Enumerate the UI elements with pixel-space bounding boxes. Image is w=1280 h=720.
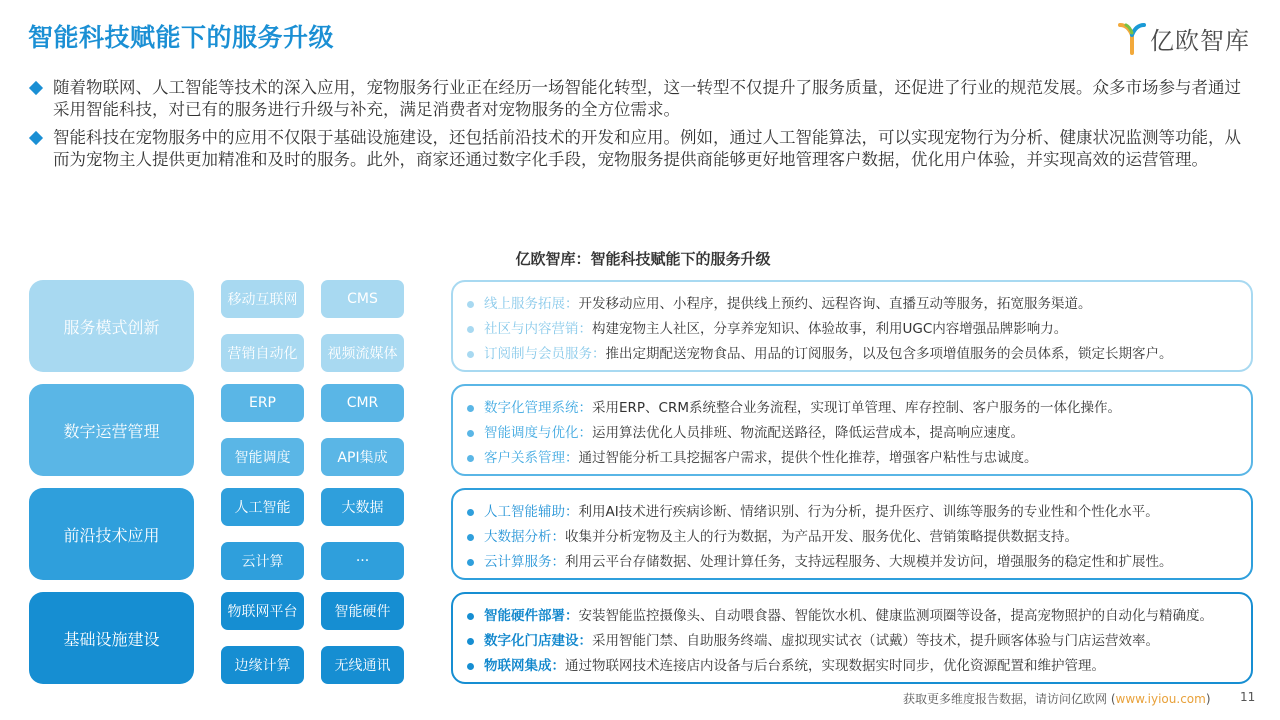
detail-box-frontier-tech (451, 488, 1253, 580)
bullet-dot-icon (467, 559, 474, 566)
bullet-dot-icon (467, 663, 474, 670)
row-label-service-mode: 服务模式创新 (29, 280, 194, 372)
tag-ai: 人工智能 (221, 488, 304, 526)
bullet-dot-icon (467, 301, 474, 308)
detail-line: 人工智能辅助：利用AI技术进行疾病诊断、情绪识别、行为分析，提升医疗、训练等服务的专业性和个性化水平。 (467, 500, 1251, 525)
tag-edge-computing: 边缘计算 (221, 646, 304, 684)
row-label-infrastructure: 基础设施建设 (29, 592, 194, 684)
bullet-item (28, 77, 1254, 121)
detail-line: 订阅制与会员服务：推出定期配送宠物食品、用品的订阅服务，以及包含多项增值服务的会员体系，锁定长期客户。 (467, 342, 1251, 367)
bullet-dot-icon (467, 405, 474, 412)
bullet-text: 智能科技在宠物服务中的应用不仅限于基础设施建设，还包括前沿技术的开发和应用。例如，通过人工智能算法，可以实现宠物行为分析、健康状况监测等功能，从而为宠物主人提供更加精准和及时的服务。此外，商家还通过数字化手段，宠物服务提供商能够更好地管理客户数据，优化用户体验，并实现高效的运营管理。 (53, 128, 1241, 169)
tag-more: ··· (321, 542, 404, 580)
yiou-logo-icon (1118, 21, 1146, 55)
detail-line: 客户关系管理：通过智能分析工具挖掘客户需求，提供个性化推荐，增强客户粘性与忠诚度。 (467, 446, 1251, 471)
tag-smart-hardware: 智能硬件 (321, 592, 404, 630)
detail-line: 智能硬件部署：安装智能监控摄像头、自动喂食器、智能饮水机、健康监测项圈等设备，提高宠物照护的自动化与精确度。 (467, 604, 1251, 629)
detail-line: 社区与内容营销：构建宠物主人社区，分享养宠知识、体验故事，利用UGC内容增强品牌影响力。 (467, 317, 1251, 342)
bullet-dot-icon (467, 455, 474, 462)
detail-box-infrastructure (451, 592, 1253, 684)
row-label-frontier-tech: 前沿技术应用 (29, 488, 194, 580)
tag-wireless-comm: 无线通讯 (321, 646, 404, 684)
diamond-bullet-icon (29, 131, 43, 145)
detail-line: 数字化管理系统：采用ERP、CRM系统整合业务流程，实现订单管理、库存控制、客户服务的一体化操作。 (467, 396, 1251, 421)
detail-line: 大数据分析：收集并分析宠物及主人的行为数据，为产品开发、服务优化、营销策略提供数据支持。 (467, 525, 1251, 550)
row-label-digital-ops: 数字运营管理 (29, 384, 194, 476)
bullet-dot-icon (467, 430, 474, 437)
detail-box-service-mode (451, 280, 1253, 372)
detail-box-digital-ops (451, 384, 1253, 476)
company-logo (1118, 20, 1250, 56)
tag-cloud-computing: 云计算 (221, 542, 304, 580)
bullet-item (28, 127, 1254, 171)
bullet-dot-icon (467, 613, 474, 620)
tag-smart-scheduling: 智能调度 (221, 438, 304, 476)
detail-line: 智能调度与优化：运用算法优化人员排班、物流配送路径，降低运营成本，提高响应速度。 (467, 421, 1251, 446)
detail-line: 数字化门店建设：采用智能门禁、自助服务终端、虚拟现实试衣（试戴）等技术，提升顾客体验与门店运营效率。 (467, 629, 1251, 654)
tag-api-integration: API集成 (321, 438, 404, 476)
tag-video-streaming: 视频流媒体 (321, 334, 404, 372)
detail-line: 物联网集成：通过物联网技术连接店内设备与后台系统，实现数据实时同步，优化资源配置和维护管理。 (467, 654, 1251, 679)
page-number: 11 (1240, 690, 1256, 704)
diamond-bullet-icon (29, 81, 43, 95)
intro-bullets (28, 77, 1254, 177)
page-title: 智能科技赋能下的服务升级 (28, 23, 335, 52)
tag-mobile-internet: 移动互联网 (221, 280, 304, 318)
detail-line: 线上服务拓展：开发移动应用、小程序，提供线上预约、远程咨询、直播互动等服务，拓宽服务渠道。 (467, 292, 1251, 317)
footer-link[interactable]: www.iyiou.com (1115, 692, 1206, 706)
bullet-dot-icon (467, 534, 474, 541)
diagram-title: 亿欧智库：智能科技赋能下的服务升级 (515, 250, 771, 268)
tag-cms: CMS (321, 280, 404, 318)
bullet-dot-icon (467, 351, 474, 358)
tag-cmr: CMR (321, 384, 404, 422)
tag-marketing-automation: 营销自动化 (221, 334, 304, 372)
tag-big-data: 大数据 (321, 488, 404, 526)
bullet-dot-icon (467, 326, 474, 333)
bullet-dot-icon (467, 638, 474, 645)
tag-erp: ERP (221, 384, 304, 422)
bullet-dot-icon (467, 509, 474, 516)
footer-note: 获取更多维度报告数据，请访问亿欧网 (www.iyiou.com) (903, 692, 1211, 706)
detail-line: 云计算服务：利用云平台存储数据、处理计算任务，支持远程服务、大规模并发访问，增强服务的稳定性和扩展性。 (467, 550, 1251, 575)
logo-text: 亿欧智库 (1150, 26, 1250, 55)
bullet-text: 随着物联网、人工智能等技术的深入应用，宠物服务行业正在经历一场智能化转型，这一转型不仅提升了服务质量，还促进了行业的规范发展。众多市场参与者通过采用智能科技，对已有的服务进行升级与补充，满足消费者对宠物服务的全方位需求。 (53, 78, 1241, 119)
tag-iot-platform: 物联网平台 (221, 592, 304, 630)
